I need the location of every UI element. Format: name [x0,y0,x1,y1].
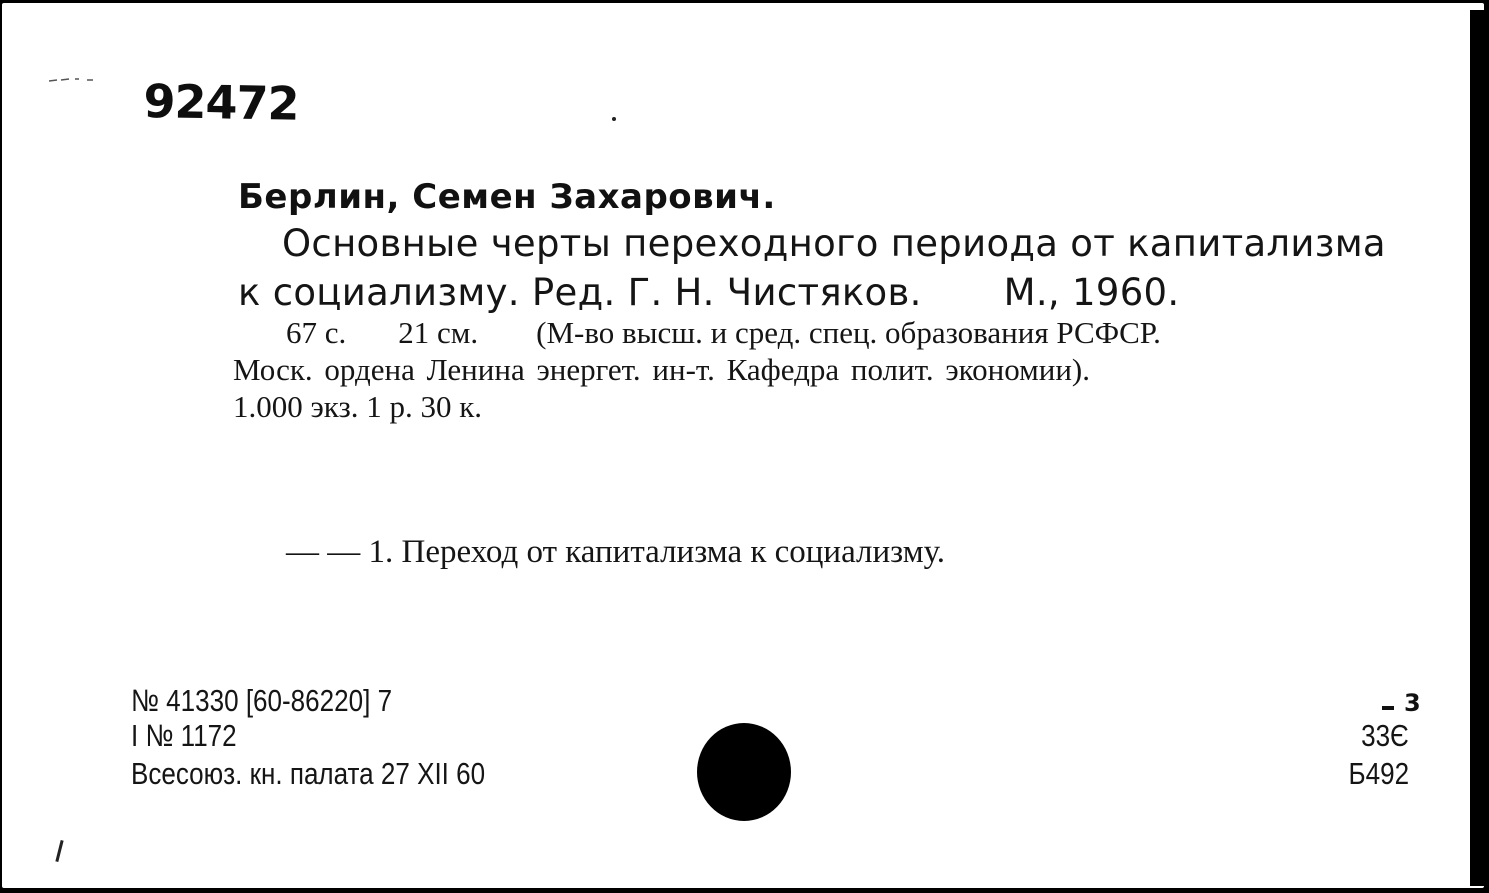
pages: 67 с. [286,315,347,350]
imprint: М., 1960. [1003,271,1180,314]
size: 21 см. [398,315,479,350]
bib-chamber-date: Всесоюз. кн. палата 27 XII 60 [131,756,486,791]
title-line-1: Основные черты переходного периода от капитализма [282,222,1386,265]
physical-description [286,315,1161,351]
bib-record-number: № 41330 [60-86220] 7 [131,683,393,718]
series-note-start: (М-во высш. и сред. спец. образования РСФСР. [536,315,1161,350]
author-heading: Берлин, Семен Захарович. [238,177,776,217]
handwritten-dash [1382,706,1394,710]
ink-dot [612,117,616,121]
accession-number: 92472 [143,74,300,131]
subject-heading: — — 1. Переход от капитализма к социализму. [286,534,946,570]
corner-mark [49,69,93,73]
series-note-continuation: Моск. ордена Ленина энергет. ин-т. Кафедра полит. экономии). [233,352,1090,387]
author-mark: Б492 [1348,756,1409,791]
title-line-2 [238,271,1179,314]
card-edge-shadow [1470,10,1484,886]
bib-list-number: I № 1172 [131,718,237,753]
punch-hole [697,723,791,821]
edition-price: 1.000 экз. 1 р. 30 к. [233,389,483,424]
handwritten-note: 3 [1404,689,1421,717]
classification-code: 33Є [1361,718,1409,753]
title-continuation: к социализму. Ред. Г. Н. Чистяков. [238,271,922,314]
